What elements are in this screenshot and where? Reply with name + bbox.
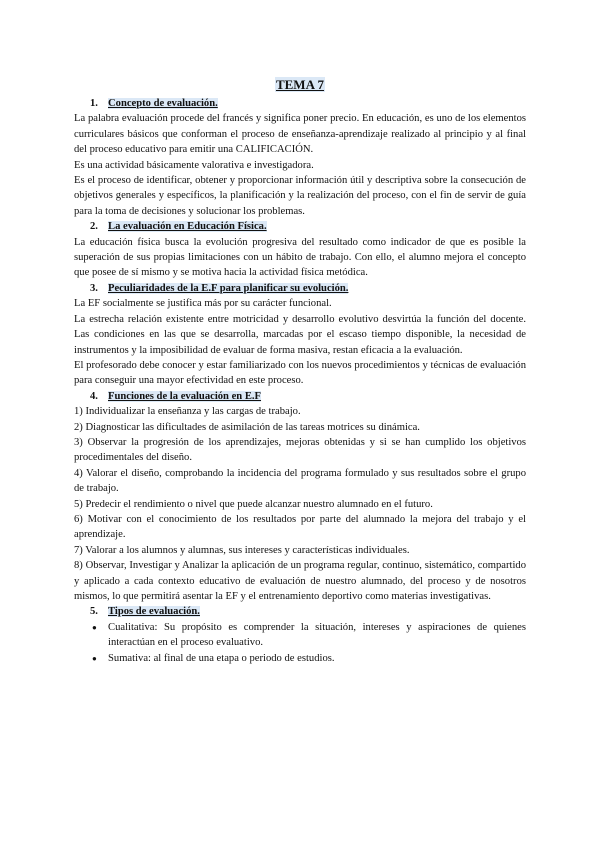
paragraph: Es una actividad básicamente valorativa e investigadora. <box>74 159 314 171</box>
paragraph: El profesorado debe conocer y estar familiarizado con los nuevos procedimientos y técnicas de evaluación para conseguir una mayor efectividad en este proceso. <box>74 359 526 387</box>
function-item: 7) Valorar a los alumnos y alumnas, sus intereses y características individuales. <box>74 544 410 556</box>
paragraph: La estrecha relación existente entre motricidad y desarrollo evolutivo desvirtúa la función del docente. Las condiciones en las que se desarrolla, marcadas por el escaso tiempo disponible, la necesidad de instrumentos y la imposibilidad de evaluar de forma masiva, restan eficacia a la evaluación. <box>74 313 526 356</box>
function-item: 5) Predecir el rendimiento o nivel que puede alcanzar nuestro alumnado en el futuro. <box>74 498 433 510</box>
document-title: TEMA 7 <box>275 77 325 92</box>
list-item: ● Cualitativa: Su propósito es comprender la situación, intereses y aspiraciones de quienes interactúan en el proceso evaluativo. <box>108 620 526 651</box>
function-item: 6) Motivar con el conocimiento de los resultados por parte del alumnado la mejora del trabajo y el aprendizaje. <box>74 513 526 541</box>
evaluation-types-list <box>74 620 526 666</box>
section-heading-5: 5. Tipos de evaluación. <box>90 606 200 618</box>
function-item: 2) Diagnosticar las dificultades de asimilación de las tareas motrices su dinámica. <box>74 421 420 433</box>
section-heading-3: 3. Peculiaridades de la E.F para planificar su evolución. <box>90 282 349 294</box>
document-page <box>74 76 526 666</box>
function-item: 3) Observar la progresión de los aprendizajes, mejoras obtenidas y si se han cumplido los objetivos procedimentales del diseño. <box>74 436 526 464</box>
section-heading-4: 4. Funciones de la evaluación en E.F <box>90 390 262 402</box>
list-item: ● Sumativa: al final de una etapa o periodo de estudios. <box>108 651 526 666</box>
paragraph: La EF socialmente se justifica más por su carácter funcional. <box>74 298 332 310</box>
paragraph: Es el proceso de identificar, obtener y proporcionar información útil y descriptiva sobre la consecución de objetivos generales y específicos, la planificación y la realización del proceso, con el fin de servir de guía para la toma de decisiones y solucionar los problemas. <box>74 175 526 217</box>
paragraph: La palabra evaluación procede del francés y significa poner precio. En educación, es uno de los elementos curriculares básicos que conforman el proceso de enseñanza-aprendizaje realizado al principio y al final del proceso educativo para emitir una CALIFICACIÓN. <box>74 113 526 156</box>
section-heading-1: 1. Concepto de evaluación. <box>90 98 218 109</box>
function-item: 4) Valorar el diseño, comprobando la incidencia del programa formulado y sus resultados sobre el grupo de trabajo. <box>74 467 526 495</box>
function-item: 8) Observar, Investigar y Analizar la aplicación de un programa regular, continuo, sistemático, compartido y aplicado a cada contexto educativo de evaluación de nuestro alumnado, del proceso y de nosotros mismos, lo que permitirá asentar la EF y el entrenamiento deportivo como materias investigativas. <box>74 560 526 602</box>
paragraph: La educación física busca la evolución progresiva del resultado como indicador de que es posible la superación de sus propias limitaciones con un hábito de trabajo. Con ello, el alumno mejora el concepto que posee de sí mismo y se motiva hacia la actividad física metódica. <box>74 236 526 279</box>
section-heading-2: 2. La evaluación en Educación Física. <box>90 221 267 233</box>
function-item: 1) Individualizar la enseñanza y las cargas de trabajo. <box>74 406 301 418</box>
